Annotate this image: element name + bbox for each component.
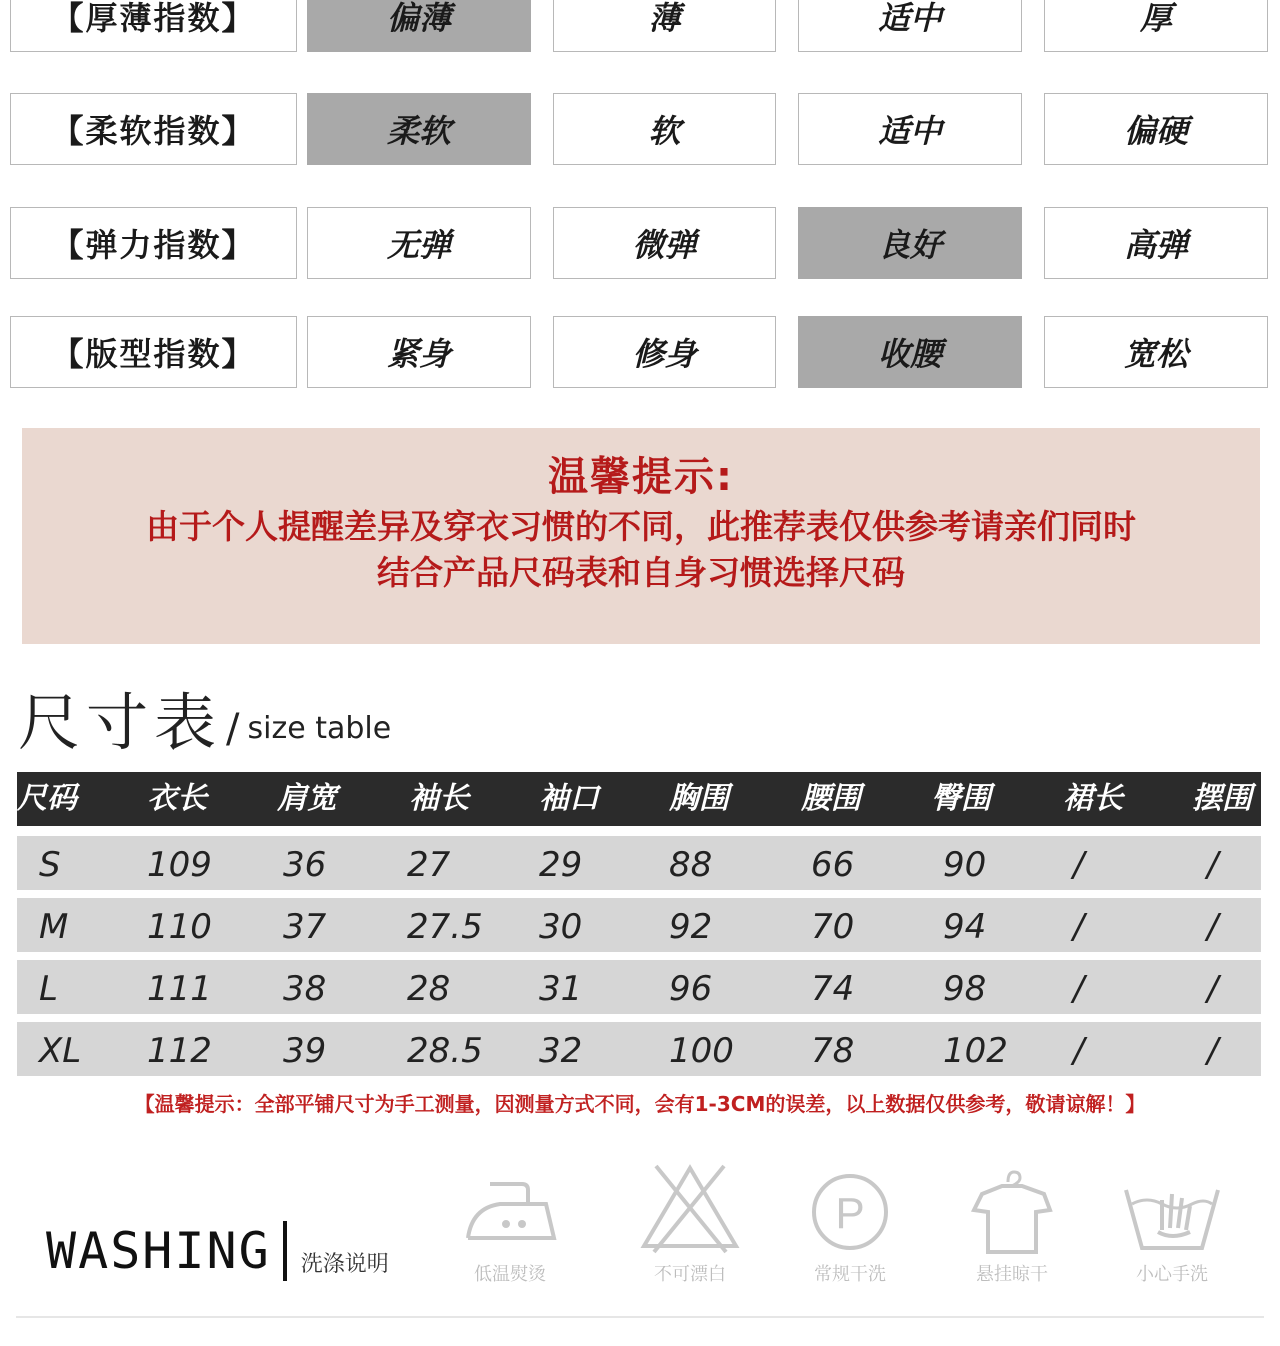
size-table-header-cell: 袖口 [539, 781, 599, 816]
washing-title-en: WASHING [46, 1222, 271, 1280]
warm-tip-notice [22, 428, 1260, 644]
table-cell: 36 [283, 845, 327, 885]
table-cell: 28.5 [407, 1031, 483, 1071]
table-cell: 90 [943, 845, 987, 885]
table-cell: 88 [669, 845, 713, 885]
index-option: 紧身 [307, 316, 531, 388]
table-cell: 27.5 [407, 907, 483, 947]
table-cell: / [1207, 907, 1219, 947]
svg-text:P: P [835, 1189, 865, 1238]
index-option: 无弹 [307, 207, 531, 279]
table-cell: 78 [811, 1031, 855, 1071]
table-cell: XL [39, 1031, 82, 1071]
index-option: 修身 [553, 316, 776, 388]
dry-clean-p-icon [790, 1160, 910, 1256]
washing-title-cn: 洗涤说明 [300, 1251, 389, 1277]
table-cell: 70 [811, 907, 855, 947]
washing-divider [283, 1221, 287, 1281]
table-cell: L [39, 969, 58, 1009]
table-cell: 98 [943, 969, 987, 1009]
table-cell: 66 [811, 845, 855, 885]
footer-divider [16, 1316, 1264, 1318]
index-option: 微弹 [553, 207, 776, 279]
table-cell: 39 [283, 1031, 327, 1071]
table-cell: 37 [283, 907, 327, 947]
table-cell: 109 [147, 845, 212, 885]
hang-dry-icon [952, 1160, 1072, 1256]
table-cell: / [1073, 969, 1085, 1009]
table-cell: / [1073, 1031, 1085, 1071]
table-cell: 27 [407, 845, 451, 885]
index-option: 偏硬 [1044, 93, 1268, 165]
size-table-heading [18, 680, 391, 760]
table-cell: / [1207, 845, 1219, 885]
index-option-selected: 收腰 [798, 316, 1022, 388]
table-cell: 94 [943, 907, 987, 947]
table-cell: / [1207, 969, 1219, 1009]
iron-low-temp-icon [450, 1160, 570, 1256]
size-table-header-cell: 摆围 [1192, 781, 1252, 816]
size-table-title-slash: / [226, 706, 240, 752]
index-row-label: 【版型指数】 [10, 316, 297, 388]
index-row-label: 【弹力指数】 [10, 207, 297, 279]
index-option: 宽松 [1044, 316, 1268, 388]
size-table-note: 【温馨提示：全部平铺尺寸为手工测量，因测量方式不同，会有1-3CM的误差，以上数据仅供参考，敬请谅解！】 [134, 1092, 1146, 1116]
index-row [0, 316, 1280, 390]
notice-title: 温馨提示: [548, 454, 734, 500]
care-item-handwash [1102, 1160, 1242, 1286]
table-cell: / [1207, 1031, 1219, 1071]
table-cell: 32 [539, 1031, 583, 1071]
index-option: 适中 [798, 93, 1022, 165]
notice-line-1: 由于个人提醒差异及穿衣习惯的不同，此推荐表仅供参考请亲们同时 [146, 507, 1136, 546]
care-item-hangdry [942, 1160, 1082, 1286]
table-cell: 30 [539, 907, 583, 947]
care-item-iron [440, 1160, 580, 1286]
size-table-header-cell: 肩宽 [277, 781, 337, 816]
index-option: 厚 [1044, 0, 1268, 52]
table-cell: 31 [539, 969, 583, 1009]
size-table-header-cell: 胸围 [669, 781, 729, 816]
care-label-dryclean: 常规干洗 [814, 1264, 886, 1285]
table-cell: 111 [147, 969, 212, 1009]
index-row-label: 【柔软指数】 [10, 93, 297, 165]
care-item-bleach [620, 1160, 760, 1286]
index-option: 薄 [553, 0, 776, 52]
table-cell: 74 [811, 969, 855, 1009]
care-label-hangdry: 悬挂晾干 [976, 1264, 1048, 1285]
table-cell: 38 [283, 969, 327, 1009]
table-cell: 100 [669, 1031, 734, 1071]
size-table-header-cell: 臀围 [931, 781, 991, 816]
notice-line-2: 结合产品尺码表和自身习惯选择尺码 [377, 553, 905, 592]
table-cell: M [39, 907, 69, 947]
index-option-selected: 偏薄 [307, 0, 531, 52]
care-label-iron: 低温熨烫 [474, 1264, 546, 1285]
care-label-handwash: 小心手洗 [1136, 1264, 1208, 1285]
table-cell: / [1073, 907, 1085, 947]
index-option-selected: 良好 [798, 207, 1022, 279]
table-row [17, 1022, 1261, 1076]
table-cell: 92 [669, 907, 713, 947]
care-label-bleach: 不可漂白 [654, 1264, 726, 1285]
index-row [0, 0, 1280, 54]
size-table-header-cell: 尺码 [17, 781, 77, 816]
index-row [0, 93, 1280, 167]
table-cell: S [39, 845, 61, 885]
table-cell: 112 [147, 1031, 212, 1071]
table-cell: 29 [539, 845, 583, 885]
size-table-header [17, 772, 1261, 826]
table-cell: 110 [147, 907, 212, 947]
hand-wash-icon [1112, 1160, 1232, 1256]
table-cell: 28 [407, 969, 451, 1009]
table-cell: 96 [669, 969, 713, 1009]
washing-heading [46, 1216, 389, 1286]
size-table-header-cell: 袖长 [409, 781, 469, 816]
index-option-selected: 柔软 [307, 93, 531, 165]
size-table-title-en: size table [247, 711, 392, 746]
size-table-header-cell: 腰围 [801, 781, 861, 816]
table-cell: 102 [943, 1031, 1008, 1071]
size-table-title-cn: 尺寸表 [18, 686, 223, 759]
index-option: 适中 [798, 0, 1022, 52]
index-option: 软 [553, 93, 776, 165]
index-row [0, 207, 1280, 281]
index-option: 高弹 [1044, 207, 1268, 279]
table-row [17, 960, 1261, 1014]
table-cell: / [1073, 845, 1085, 885]
table-row [17, 836, 1261, 890]
size-table-header-cell: 裙长 [1063, 781, 1123, 816]
no-bleach-icon [630, 1160, 750, 1256]
size-table-header-cell: 衣长 [147, 781, 207, 816]
care-item-dryclean [780, 1160, 920, 1286]
table-row [17, 898, 1261, 952]
index-row-label: 【厚薄指数】 [10, 0, 297, 52]
